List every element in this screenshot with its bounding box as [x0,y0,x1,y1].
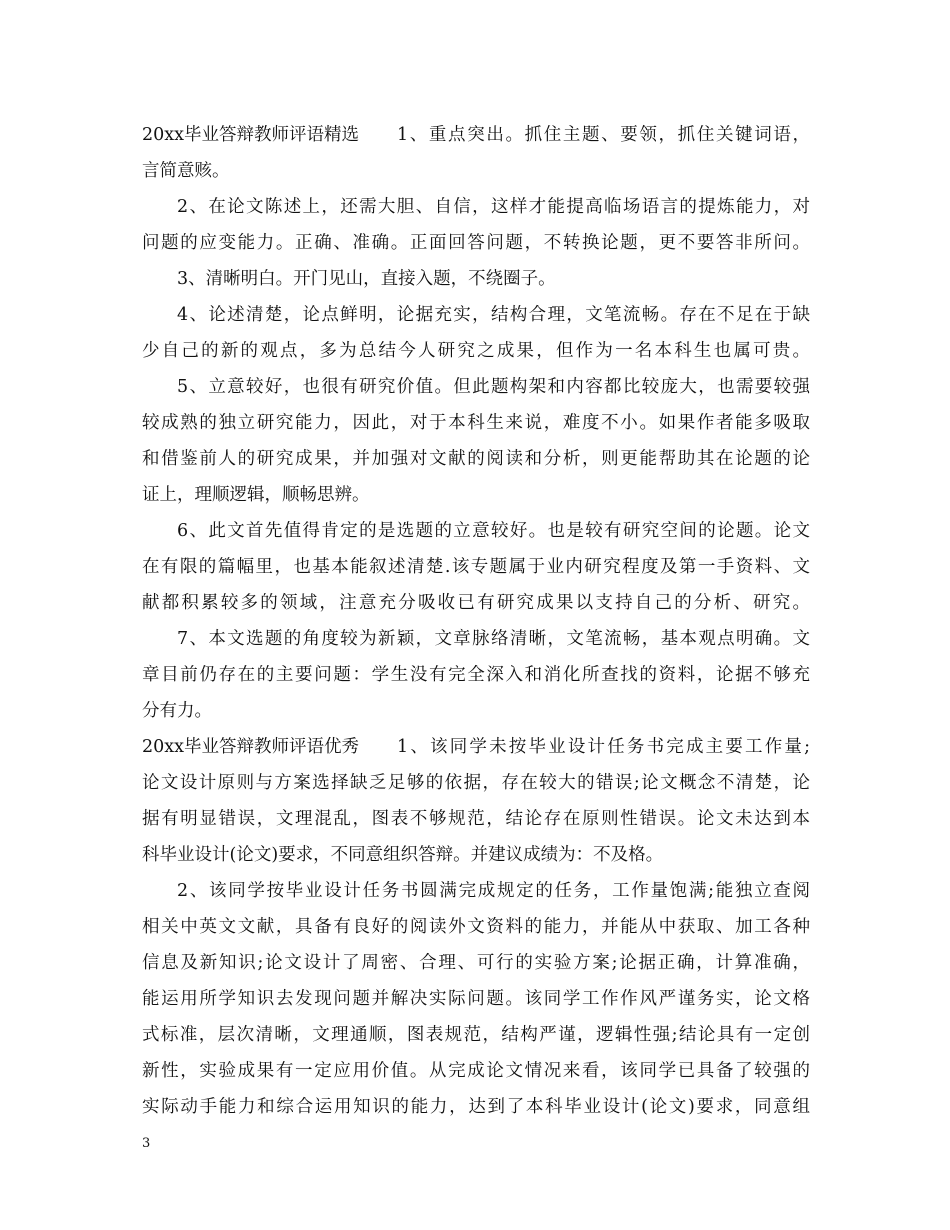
text-line: 实际动手能力和综合运用知识的能力，达到了本科毕业设计(论文)要求，同意组 [142,1097,810,1117]
paragraph-heading-line [142,117,810,153]
text-line: 2、该同学按毕业设计任务书圆满完成规定的任务，工作量饱满;能独立查阅 [177,881,810,901]
text-line: 证上，理顺逻辑，顺畅思辨。 [142,485,370,505]
text-segment: 1、重点突出。抓住主题、要领，抓住关键词语， [397,125,810,145]
text-line: 5、立意较好，也很有研究价值。但此题构架和内容都比较庞大，也需要较强 [177,377,810,397]
section-heading: 20xx毕业答辩教师评语精选 [142,125,360,145]
text-line: 章目前仍存在的主要问题：学生没有完全深入和消化所查找的资料，论据不够充 [142,665,810,685]
text-line: 在有限的篇幅里，也基本能叙述清楚.该专题属于业内研究程度及第一手资料、文 [142,557,810,577]
text-line: 据有明显错误，文理混乱，图表不够规范，结论存在原则性错误。论文未达到本 [142,809,810,829]
text-line: 新性，实验成果有一定应用价值。从完成论文情况来看，该同学已具备了较强的 [142,1061,810,1081]
text-segment: 1、该同学未按毕业设计任务书完成主要工作量; [397,737,810,757]
section-heading: 20xx毕业答辩教师评语优秀 [142,737,360,757]
paragraph-heading-line [142,729,810,765]
text-line: 式标准，层次清晰，文理通顺，图表规范，结构严谨，逻辑性强;结论具有一定创 [142,1025,810,1045]
text-line: 能运用所学知识去发现问题并解决实际问题。该同学工作作风严谨务实，论文格 [142,989,810,1009]
text-line: 科毕业设计(论文)要求，不同意组织答辩。并建议成绩为：不及格。 [142,845,664,865]
text-line: 少自己的新的观点，多为总结今人研究之成果，但作为一名本科生也属可贵。 [142,341,810,361]
text-line: 分有力。 [142,701,212,721]
text-line: 4、论述清楚，论点鲜明，论据充实，结构合理，文笔流畅。存在不足在于缺 [177,305,810,325]
text-line: 信息及新知识;论文设计了周密、合理、可行的实验方案;论据正确，计算准确， [142,953,810,973]
text-line: 2、在论文陈述上，还需大胆、自信，这样才能提高临场语言的提炼能力，对 [177,197,810,217]
text-line: 言简意赅。 [142,161,230,181]
text-line: 论文设计原则与方案选择缺乏足够的依据，存在较大的错误;论文概念不清楚，论 [142,773,810,793]
text-line: 较成熟的独立研究能力，因此，对于本科生来说，难度不小。如果作者能多吸取 [142,413,810,433]
document-body [142,117,810,1125]
text-line: 相关中英文文献，具备有良好的阅读外文资料的能力，并能从中获取、加工各种 [142,917,810,937]
text-line: 和借鉴前人的研究成果，并加强对文献的阅读和分析，则更能帮助其在论题的论 [142,449,810,469]
text-line: 献都积累较多的领域，注意充分吸收已有研究成果以支持自己的分析、研究。 [142,593,810,613]
text-line: 3、清晰明白。开门见山，直接入题，不绕圈子。 [177,269,556,289]
text-line: 问题的应变能力。正确、准确。正面回答问题，不转换论题，更不要答非所问。 [142,233,810,253]
text-line: 7、本文选题的角度较为新颖，文章脉络清晰，文笔流畅，基本观点明确。文 [177,629,810,649]
text-line: 6、此文首先值得肯定的是选题的立意较好。也是较有研究空间的论题。论文 [177,521,810,541]
page-number: 3 [142,1136,151,1151]
